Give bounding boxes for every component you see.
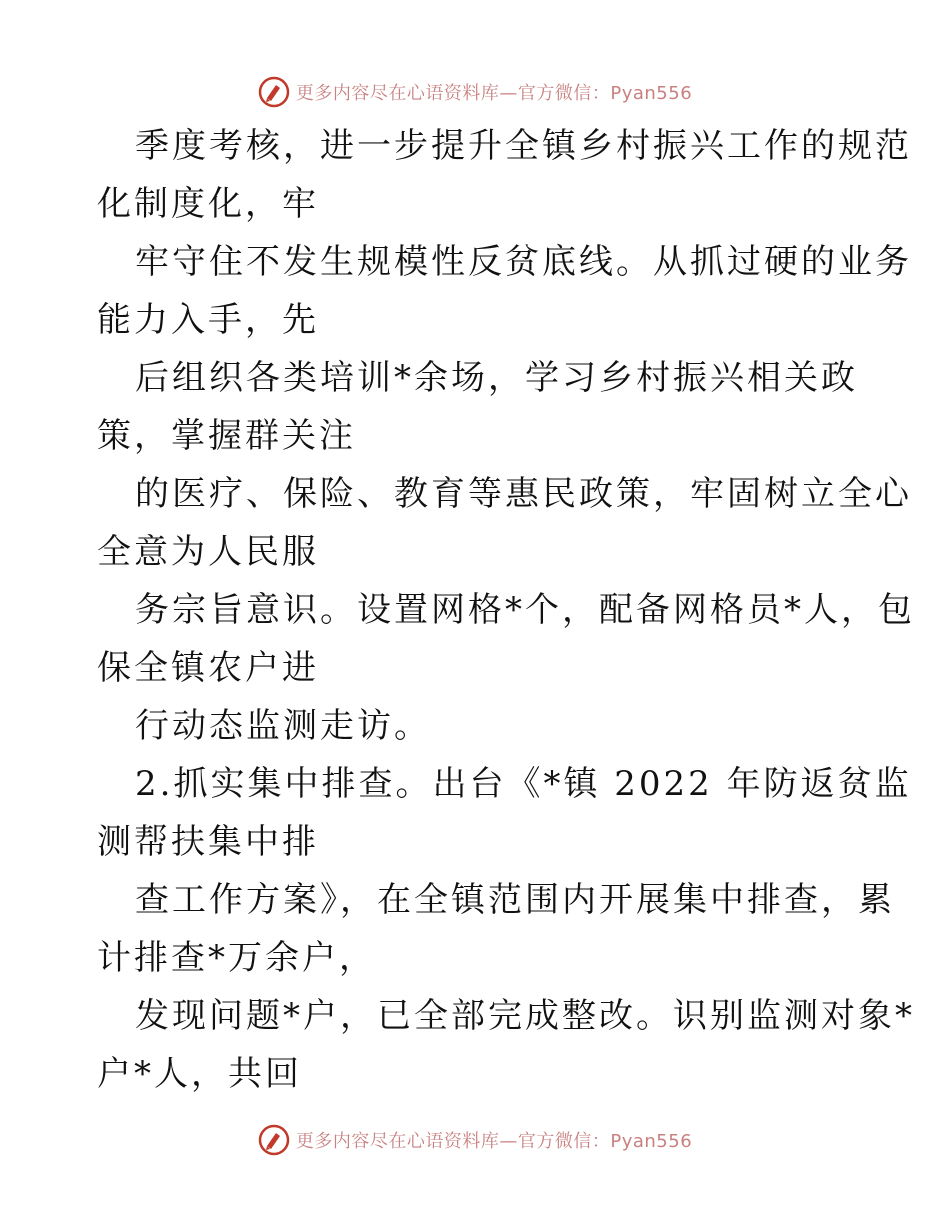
text-line: 的医疗、保险、教育等惠民政策，牢固树立全心: [135, 474, 912, 514]
text-line: 后组织各类培训*余场，学习乡村振兴相关政: [135, 358, 858, 398]
watermark-text: 更多内容尽在心语资料库—官方微信：Pyan556: [295, 83, 693, 104]
brand-logo-icon: [258, 1124, 290, 1156]
text-line: 务宗旨意识。设置网格*个，配备网格员*人，包: [135, 590, 915, 630]
text-line: 能力入手，先: [97, 300, 319, 340]
section-heading: 2.抓实集中排查。出台《*镇 2022 年防返贫监: [135, 764, 912, 804]
text-line: 化制度化，牢: [97, 184, 319, 224]
text-line: 测帮扶集中排: [97, 822, 319, 862]
text-line: 策，掌握群关注: [97, 416, 356, 456]
text-line: 行动态监测走访。: [135, 706, 431, 746]
text-line: 牢守住不发生规模性反贫底线。从抓过硬的业务: [135, 242, 912, 282]
text-line: 发现问题*户，已全部完成整改。识别监测对象*: [135, 996, 915, 1036]
brand-logo-icon: [258, 76, 290, 108]
header-watermark: [0, 72, 950, 112]
text-line: 季度考核，进一步提升全镇乡村振兴工作的规范: [135, 126, 912, 166]
text-line: 查工作方案》，在全镇范围内开展集中排查，累: [135, 880, 895, 920]
footer-watermark: [0, 1120, 950, 1160]
text-line: 户*人，共回: [97, 1054, 302, 1094]
text-line: 计排查*万余户，: [97, 938, 376, 978]
watermark-text: 更多内容尽在心语资料库—官方微信：Pyan556: [295, 1131, 693, 1152]
text-line: 保全镇农户进: [97, 648, 319, 688]
text-line: 全意为人民服: [97, 532, 319, 572]
